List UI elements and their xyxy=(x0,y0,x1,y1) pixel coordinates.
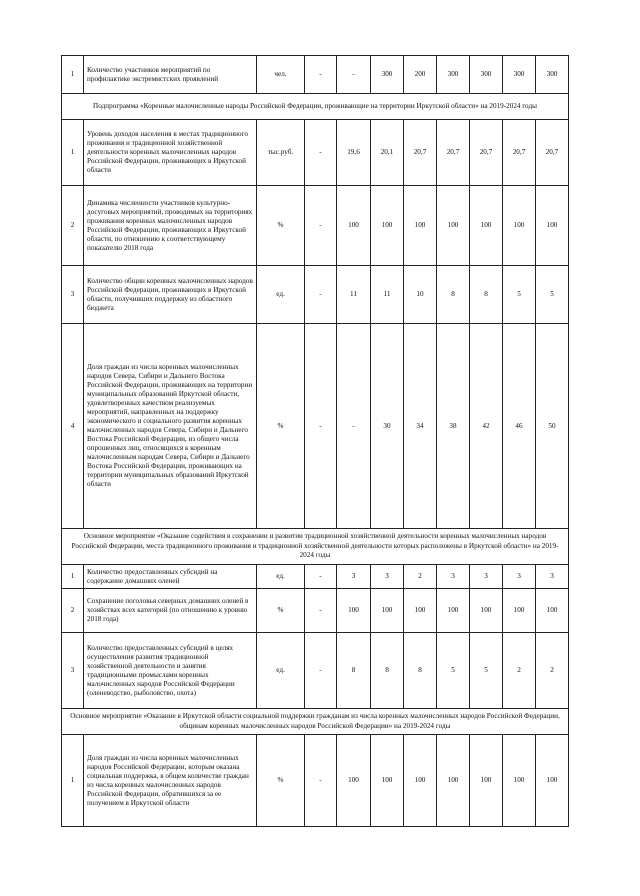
value-cell: 3 xyxy=(470,565,503,589)
value-cell: 100 xyxy=(337,735,371,827)
value-cell: 8 xyxy=(470,266,503,324)
value-cell: - xyxy=(305,735,337,827)
value-cell: 2 xyxy=(404,565,437,589)
indicator-name: Количество общин коренных малочисленных народов Российской Федерации, проживающих в Иркутской области, получивших поддержку из областного бюджета xyxy=(84,266,257,324)
section-row xyxy=(62,709,569,735)
value-cell: 5 xyxy=(470,633,503,709)
value-cell: 300 xyxy=(371,56,404,94)
section-title: Подпрограмма «Коренные малочисленные народы Российской Федерации, проживающие на территории Иркутской области» на 2019-2024 годы xyxy=(62,94,569,120)
table-row xyxy=(62,56,569,94)
indicator-name: Сохранение поголовья северных домашних оленей в хозяйствах всех категорий (по отношению к уровню 2018 года) xyxy=(84,589,257,633)
value-cell: 38 xyxy=(437,324,470,529)
value-cell: 300 xyxy=(503,56,536,94)
value-cell: - xyxy=(305,266,337,324)
row-number: 2 xyxy=(62,186,84,266)
value-cell: - xyxy=(305,120,337,186)
unit-cell: ед. xyxy=(257,633,305,709)
unit-cell: % xyxy=(257,589,305,633)
value-cell: 5 xyxy=(503,266,536,324)
table-row xyxy=(62,735,569,827)
value-cell: 100 xyxy=(503,186,536,266)
table-row xyxy=(62,589,569,633)
value-cell: - xyxy=(305,186,337,266)
row-number: 1 xyxy=(62,735,84,827)
value-cell: 100 xyxy=(371,186,404,266)
table-row xyxy=(62,324,569,529)
table-row xyxy=(62,565,569,589)
unit-cell: % xyxy=(257,324,305,529)
value-cell: 5 xyxy=(536,266,569,324)
unit-cell: тыс.руб. xyxy=(257,120,305,186)
value-cell: 3 xyxy=(437,565,470,589)
value-cell: 20,7 xyxy=(404,120,437,186)
value-cell: 100 xyxy=(470,589,503,633)
value-cell: 100 xyxy=(337,589,371,633)
value-cell: 50 xyxy=(536,324,569,529)
value-cell: 100 xyxy=(470,186,503,266)
value-cell: 10 xyxy=(404,266,437,324)
indicator-name: Количество участников мероприятий по профилактике экстремистских проявлений xyxy=(84,56,257,94)
value-cell: - xyxy=(337,324,371,529)
unit-cell: ед. xyxy=(257,266,305,324)
value-cell: 100 xyxy=(437,186,470,266)
value-cell: 46 xyxy=(503,324,536,529)
value-cell: 100 xyxy=(503,735,536,827)
value-cell: 100 xyxy=(437,735,470,827)
section-row xyxy=(62,529,569,565)
value-cell: - xyxy=(305,56,337,94)
table-row xyxy=(62,266,569,324)
value-cell: 20,7 xyxy=(470,120,503,186)
indicator-name: Количество предоставленных субсидий в целях осуществления развития традиционной хозяйственной деятельности и занятия традиционными промыслами коренных малочисленных народов Российской Федерации (оленеводство, рыболовство, охота) xyxy=(84,633,257,709)
value-cell: 3 xyxy=(503,565,536,589)
value-cell: 8 xyxy=(437,266,470,324)
value-cell: 2 xyxy=(503,633,536,709)
indicator-name: Доля граждан из числа коренных малочисленных народов Севера, Сибири и Дальнего Востока Российской Федерации, проживающих на территории муниципальных образований Иркутской области, удовлетворенных качеством реализуемых мероприятий, направленных на поддержку экономического и социального развития коренных малочисленных народов Севера, Сибири и Дальнего Востока Российской Федерации, из общего числа опрошенных лиц, относящихся к коренным малочисленным народам Севера, Сибири и Дальнего Востока Российской Федерации, проживающих на территории муниципальных образований Иркутской области xyxy=(84,324,257,529)
value-cell: 5 xyxy=(437,633,470,709)
section-title: Основное мероприятие «Оказание в Иркутской области социальной поддержки гражданам из числа коренных малочисленных народов Российской Федерации, общинам коренных малочисленных народов Российской Федерации» на 2019-2024 годы xyxy=(62,709,569,735)
value-cell: 8 xyxy=(337,633,371,709)
table-row xyxy=(62,633,569,709)
row-number: 3 xyxy=(62,633,84,709)
value-cell: - xyxy=(337,56,371,94)
unit-cell: % xyxy=(257,186,305,266)
section-row xyxy=(62,94,569,120)
value-cell: 8 xyxy=(371,633,404,709)
value-cell: 100 xyxy=(437,589,470,633)
row-number: 1 xyxy=(62,56,84,94)
value-cell: 34 xyxy=(404,324,437,529)
value-cell: 20,7 xyxy=(437,120,470,186)
value-cell: 3 xyxy=(337,565,371,589)
value-cell: 8 xyxy=(404,633,437,709)
value-cell: 19,6 xyxy=(337,120,371,186)
value-cell: 100 xyxy=(503,589,536,633)
value-cell: - xyxy=(305,589,337,633)
value-cell: 100 xyxy=(404,735,437,827)
value-cell: 11 xyxy=(371,266,404,324)
row-number: 1 xyxy=(62,565,84,589)
indicator-name: Динамика численности участников культурно-досуговых мероприятий, проводимых на территориях проживания коренных малочисленных народов Российской Федерации, проживающих в Иркутской области, по отношению к соответствующему показателю 2018 года xyxy=(84,186,257,266)
indicator-name: Количество предоставленных субсидий на содержание домашних оленей xyxy=(84,565,257,589)
value-cell: - xyxy=(305,565,337,589)
value-cell: 100 xyxy=(371,735,404,827)
value-cell: - xyxy=(305,633,337,709)
value-cell: 3 xyxy=(371,565,404,589)
indicator-name: Уровень доходов населения в местах традиционного проживания и традиционной хозяйственной деятельности коренных малочисленных народов Российской Федерации, проживающих в Иркутской области xyxy=(84,120,257,186)
row-number: 4 xyxy=(62,324,84,529)
unit-cell: % xyxy=(257,735,305,827)
value-cell: 200 xyxy=(404,56,437,94)
value-cell: 11 xyxy=(337,266,371,324)
value-cell: 42 xyxy=(470,324,503,529)
value-cell: 100 xyxy=(404,589,437,633)
row-number: 2 xyxy=(62,589,84,633)
indicators-table xyxy=(61,55,569,827)
value-cell: 100 xyxy=(536,735,569,827)
section-title: Основное мероприятие «Оказание содействия в сохранении и развитии традиционной хозяйственной деятельности коренных малочисленных народов Российской Федерации, места традиционного проживания и традиционной хозяйственной деятельности которых расположены в Иркутской области» на 2019-2024 годы xyxy=(62,529,569,565)
value-cell: 100 xyxy=(536,589,569,633)
row-number: 1 xyxy=(62,120,84,186)
value-cell: 3 xyxy=(536,565,569,589)
value-cell: 2 xyxy=(536,633,569,709)
unit-cell: чел. xyxy=(257,56,305,94)
table-row xyxy=(62,186,569,266)
table-row xyxy=(62,120,569,186)
value-cell: 30 xyxy=(371,324,404,529)
value-cell: 300 xyxy=(470,56,503,94)
value-cell: 20,7 xyxy=(503,120,536,186)
value-cell: 20,1 xyxy=(371,120,404,186)
value-cell: 100 xyxy=(404,186,437,266)
value-cell: 300 xyxy=(536,56,569,94)
indicator-name: Доля граждан из числа коренных малочисленных народов Российской Федерации, которым оказана социальная поддержка, в общем количестве граждан из числа коренных малочисленных народов Российской Федерации, обратившихся за ее получением в Иркутской области xyxy=(84,735,257,827)
row-number: 3 xyxy=(62,266,84,324)
unit-cell: ед. xyxy=(257,565,305,589)
value-cell: 300 xyxy=(437,56,470,94)
value-cell: - xyxy=(305,324,337,529)
value-cell: 100 xyxy=(337,186,371,266)
value-cell: 100 xyxy=(536,186,569,266)
value-cell: 20,7 xyxy=(536,120,569,186)
value-cell: 100 xyxy=(371,589,404,633)
value-cell: 100 xyxy=(470,735,503,827)
